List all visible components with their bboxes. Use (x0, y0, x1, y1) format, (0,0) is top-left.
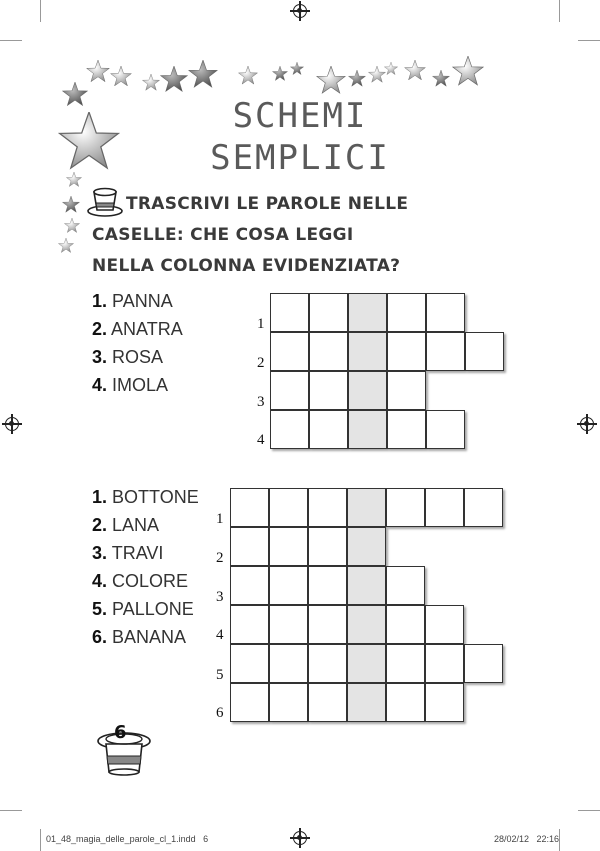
grid-cell[interactable] (270, 293, 309, 332)
grid-cell[interactable] (308, 527, 347, 566)
grid-cell[interactable] (230, 683, 269, 722)
page-number: 6 (114, 722, 127, 743)
grid-cell[interactable] (269, 527, 308, 566)
page-title-line2: SEMPLICI (210, 138, 390, 178)
registration-mark-icon (5, 417, 19, 431)
row-label: 1 (257, 316, 265, 332)
grid-cell[interactable] (386, 566, 425, 605)
list-item: 3. TRAVI (92, 543, 164, 563)
row-label: 5 (216, 667, 224, 683)
row-label: 3 (257, 394, 265, 410)
list-item: 6. BANANA (92, 627, 187, 647)
magic-hat-icon (86, 184, 124, 218)
list-item: 4. COLORE (92, 571, 189, 591)
grid-cell[interactable] (309, 371, 348, 410)
grid-cell[interactable] (426, 410, 465, 449)
grid-cell[interactable] (308, 605, 347, 644)
grid-cell[interactable] (426, 293, 465, 332)
highlighted-cell[interactable] (348, 371, 387, 410)
grid-cell[interactable] (308, 566, 347, 605)
crop-mark (559, 829, 560, 851)
highlighted-cell[interactable] (347, 488, 386, 527)
grid-cell[interactable] (308, 488, 347, 527)
row-label: 4 (216, 627, 224, 643)
grid-cell[interactable] (425, 683, 464, 722)
grid-cell[interactable] (387, 410, 426, 449)
grid-cell[interactable] (425, 488, 464, 527)
grid-cell[interactable] (425, 644, 464, 683)
crop-mark (0, 810, 22, 811)
list-item: 1. PANNA (92, 291, 173, 311)
highlighted-cell[interactable] (347, 566, 386, 605)
crop-mark (578, 810, 600, 811)
grid-cell[interactable] (230, 605, 269, 644)
row-label: 1 (216, 511, 224, 527)
crop-mark (40, 829, 41, 851)
grid-cell[interactable] (308, 683, 347, 722)
grid-cell[interactable] (230, 527, 269, 566)
grid-cell[interactable] (269, 605, 308, 644)
grid-cell[interactable] (270, 332, 309, 371)
footer-timestamp: 28/02/12 22:16 (494, 834, 560, 844)
grid-cell[interactable] (387, 371, 426, 410)
word-list-1 (92, 287, 183, 399)
highlighted-cell[interactable] (347, 527, 386, 566)
list-item: 2. LANA (92, 515, 160, 535)
grid-cell[interactable] (308, 644, 347, 683)
grid-cell[interactable] (269, 644, 308, 683)
row-label: 2 (257, 355, 265, 371)
grid-cell[interactable] (270, 371, 309, 410)
grid-cell[interactable] (387, 293, 426, 332)
highlighted-cell[interactable] (347, 683, 386, 722)
list-item: 2. ANATRA (92, 319, 183, 339)
grid-cell[interactable] (386, 488, 425, 527)
list-item: 5. PALLONE (92, 599, 194, 619)
instruction-line2: CASELLE: CHE COSA LEGGI (92, 225, 354, 245)
list-item: 3. ROSA (92, 347, 164, 367)
grid-cell[interactable] (386, 644, 425, 683)
highlighted-cell[interactable] (348, 332, 387, 371)
list-item: 4. IMOLA (92, 375, 169, 395)
highlighted-cell[interactable] (348, 410, 387, 449)
word-list-2 (92, 483, 199, 651)
footer-file-info: 01_48_magia_delle_parole_cl_1.indd 6 (46, 834, 209, 844)
registration-mark-icon (293, 831, 307, 845)
grid-cell[interactable] (426, 332, 465, 371)
grid-cell[interactable] (425, 605, 464, 644)
grid-cell[interactable] (309, 332, 348, 371)
row-label: 6 (216, 705, 224, 721)
list-item: 1. BOTTONE (92, 487, 199, 507)
highlighted-cell[interactable] (347, 644, 386, 683)
registration-mark-icon (580, 417, 594, 431)
grid-cell[interactable] (465, 332, 504, 371)
instruction-line3: NELLA COLONNA EVIDENZIATA? (92, 256, 401, 276)
row-label: 3 (216, 589, 224, 605)
grid-cell[interactable] (269, 683, 308, 722)
grid-cell[interactable] (387, 332, 426, 371)
grid-cell[interactable] (230, 488, 269, 527)
grid-cell[interactable] (386, 683, 425, 722)
grid-cell[interactable] (269, 566, 308, 605)
highlighted-cell[interactable] (348, 293, 387, 332)
grid-cell[interactable] (464, 644, 503, 683)
grid-cell[interactable] (230, 566, 269, 605)
page-title-line1: SCHEMI (232, 96, 368, 136)
grid-cell[interactable] (309, 293, 348, 332)
row-label: 4 (257, 432, 265, 448)
row-label: 2 (216, 550, 224, 566)
grid-cell[interactable] (309, 410, 348, 449)
grid-cell[interactable] (230, 644, 269, 683)
instruction-line1: TRASCRIVI LE PAROLE NELLE (126, 194, 409, 214)
grid-cell[interactable] (464, 488, 503, 527)
grid-cell[interactable] (269, 488, 308, 527)
grid-cell[interactable] (270, 410, 309, 449)
grid-cell[interactable] (386, 605, 425, 644)
highlighted-cell[interactable] (347, 605, 386, 644)
